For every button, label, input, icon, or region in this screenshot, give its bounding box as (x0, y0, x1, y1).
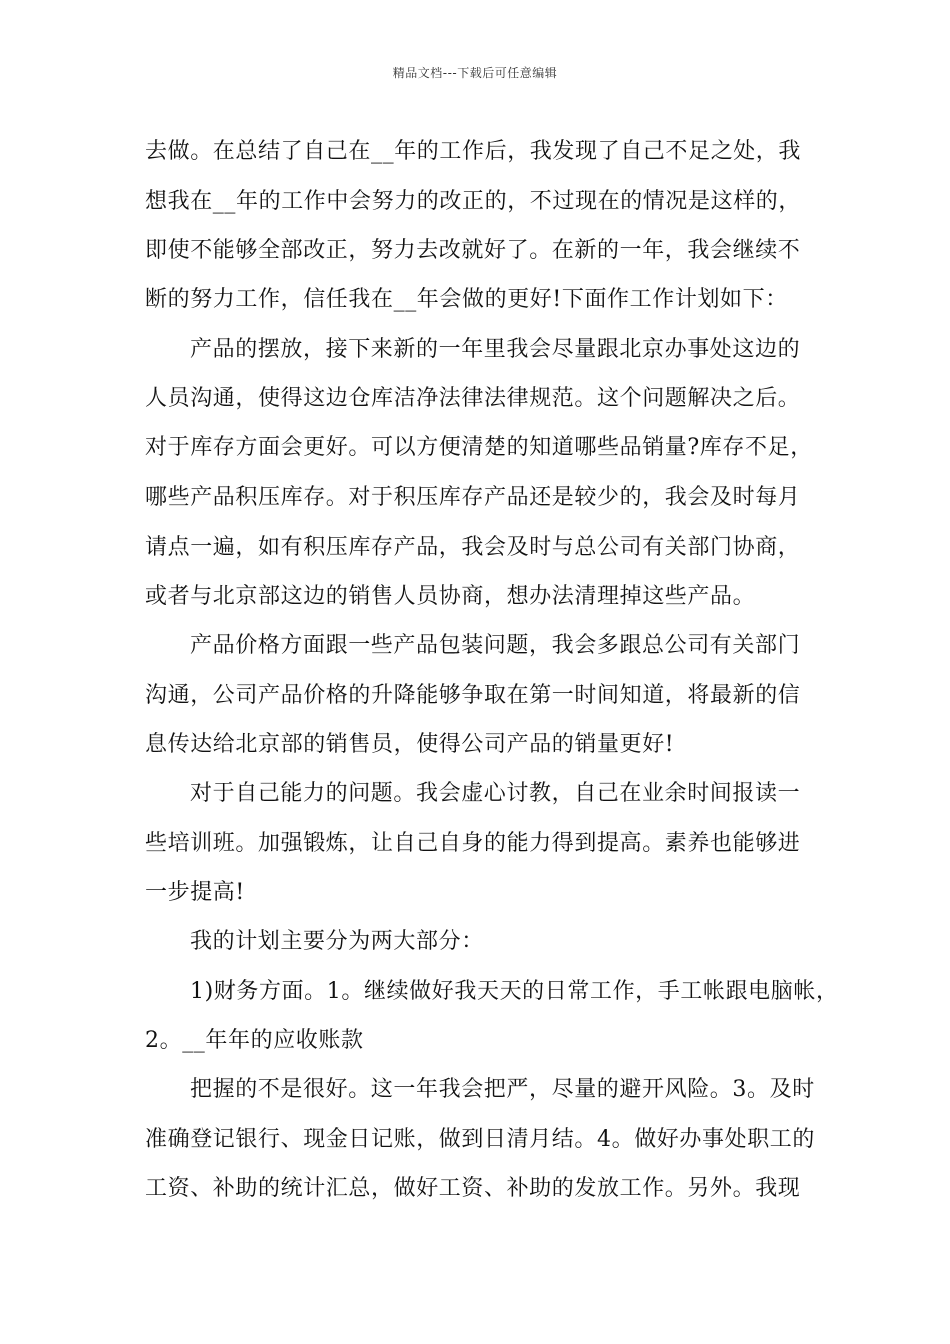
paragraph-first-line: 1)财务方面。1。继续做好我天天的日常工作，手工帐跟电脑帐， (190, 979, 839, 1004)
body-line: 息传达给北京部的销售员，使得公司产品的销量更好! (145, 732, 675, 757)
body-line: 想我在__年的工作中会努力的改正的，不过现在的情况是这样的， (145, 189, 802, 214)
paragraph-first-line: 我的计划主要分为两大部分： (190, 929, 484, 954)
body-line: 工资、补助的统计汇总，做好工资、补助的发放工作。另外。我现 (145, 1176, 801, 1201)
paragraph-first-line: 产品价格方面跟一些产品包装问题，我会多跟总公司有关部门 (190, 633, 801, 658)
body-line: 断的努力工作，信任我在__年会做的更好!下面作工作计划如下： (145, 287, 788, 312)
body-line: 人员沟通，使得这边仓库洁净法律法律规范。这个问题解决之后。 (145, 386, 801, 411)
paragraph-first-line: 把握的不是很好。这一年我会把严，尽量的避开风险。3。及时 (190, 1077, 815, 1102)
body-line: 准确登记银行、现金日记账，做到日清月结。4。做好办事处职工的 (145, 1127, 815, 1152)
body-line: 去做。在总结了自己在__年的工作后，我发现了自己不足之处，我 (145, 139, 802, 164)
body-line: 对于库存方面会更好。可以方便清楚的知道哪些品销量?库存不足， (145, 435, 813, 460)
body-line: 2。__年年的应收账款 (145, 1028, 364, 1053)
body-line: 些培训班。加强锻炼，让自己自身的能力得到提高。素养也能够进 (145, 831, 801, 856)
page-header: 精品文档---下载后可任意编辑 (392, 66, 558, 80)
body-line: 请点一遍，如有积压库存产品，我会及时与总公司有关部门协商， (145, 535, 801, 560)
body-line: 沟通，公司产品价格的升降能够争取在第一时间知道，将最新的信 (145, 683, 801, 708)
paragraph-first-line: 对于自己能力的问题。我会虚心讨教，自己在业余时间报读一 (190, 781, 801, 806)
body-line: 哪些产品积压库存。对于积压库存产品还是较少的，我会及时每月 (145, 485, 801, 510)
body-line: 或者与北京部这边的销售人员协商，想办法清理掉这些产品。 (145, 584, 756, 609)
paragraph-first-line: 产品的摆放，接下来新的一年里我会尽量跟北京办事处这边的 (190, 337, 801, 362)
body-line: 一步提高! (145, 880, 245, 905)
body-line: 即使不能够全部改正，努力去改就好了。在新的一年，我会继续不 (145, 238, 801, 263)
